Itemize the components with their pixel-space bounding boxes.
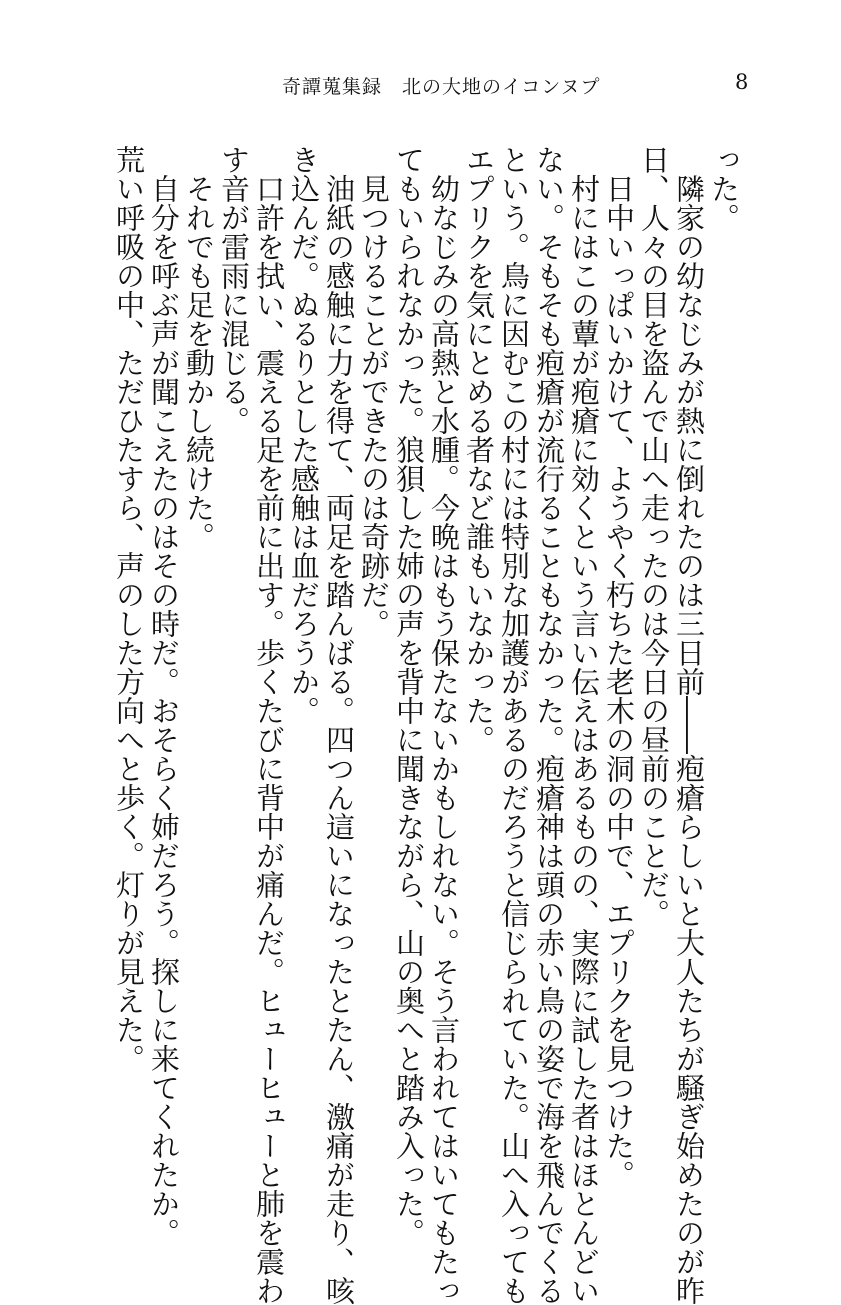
text-line-15: す音が雷雨に混じる。 xyxy=(217,145,251,435)
text-line-13: き込んだ。ぬるりとした感触は血だろうか。 xyxy=(287,145,321,725)
text-line-1: った。 xyxy=(707,145,741,232)
text-line-14: 口許を拭い、震える足を前に出す。歩くたびに背中が痛んだ。ヒューヒューと肺を震わ xyxy=(252,174,286,1305)
text-line-4: 日中いっぱいかけて、ようやく朽ちた老木の洞の中で、エプリクを見つけた。 xyxy=(602,174,636,1189)
text-line-12: 油紙の感触に力を得て、両足を踏んばる。四つん這いになったとたん、激痛が走り、咳 xyxy=(322,174,356,1305)
vertical-text-body xyxy=(111,145,741,1305)
text-line-3: 日、人々の目を盗んで山へ走ったのは今日の昼前のことだ。 xyxy=(637,145,671,928)
text-line-16: それでも足を動かし続けた。 xyxy=(182,174,216,551)
text-line-9: 幼なじみの高熱と水腫。今晩はもう保たないかもしれない。そう言われてはいてもたっ xyxy=(427,174,461,1305)
text-line-10: てもいられなかった。狼狽した姉の声を背中に聞きながら、山の奥へと踏み入った。 xyxy=(392,145,426,1247)
text-line-17: 自分を呼ぶ声が聞こえたのはその時だ。おそらく姉だろう。探しに来てくれたか。 xyxy=(147,174,181,1247)
text-line-7: という。鳥に因むこの村には特別な加護があるのだろうと信じられていた。山へ入っても xyxy=(497,145,531,1305)
text-line-18: 荒い呼吸の中、ただひたすら、声のした方向へと歩く。灯りが見えた。 xyxy=(112,145,146,1073)
text-line-2: 隣家の幼なじみが熱に倒れたのは三日前――疱瘡らしいと大人たちが騒ぎ始めたのが昨 xyxy=(672,174,706,1305)
running-header: 奇譚蒐集録 北の大地のイコンヌプ xyxy=(282,76,601,98)
text-line-8: エプリクを気にとめる者など誰もいなかった。 xyxy=(462,145,496,754)
page-number: 8 xyxy=(735,70,749,94)
text-line-6: ない。そもそも疱瘡が流行ることもなかった。疱瘡神は頭の赤い鳥の姿で海を飛んでくる xyxy=(532,145,566,1305)
text-line-11: 見つけることができたのは奇跡だ。 xyxy=(357,174,391,638)
text-line-5: 村にはこの蕈が疱瘡に効くという言い伝えはあるものの、実際に試した者はほとんどい xyxy=(567,174,601,1305)
